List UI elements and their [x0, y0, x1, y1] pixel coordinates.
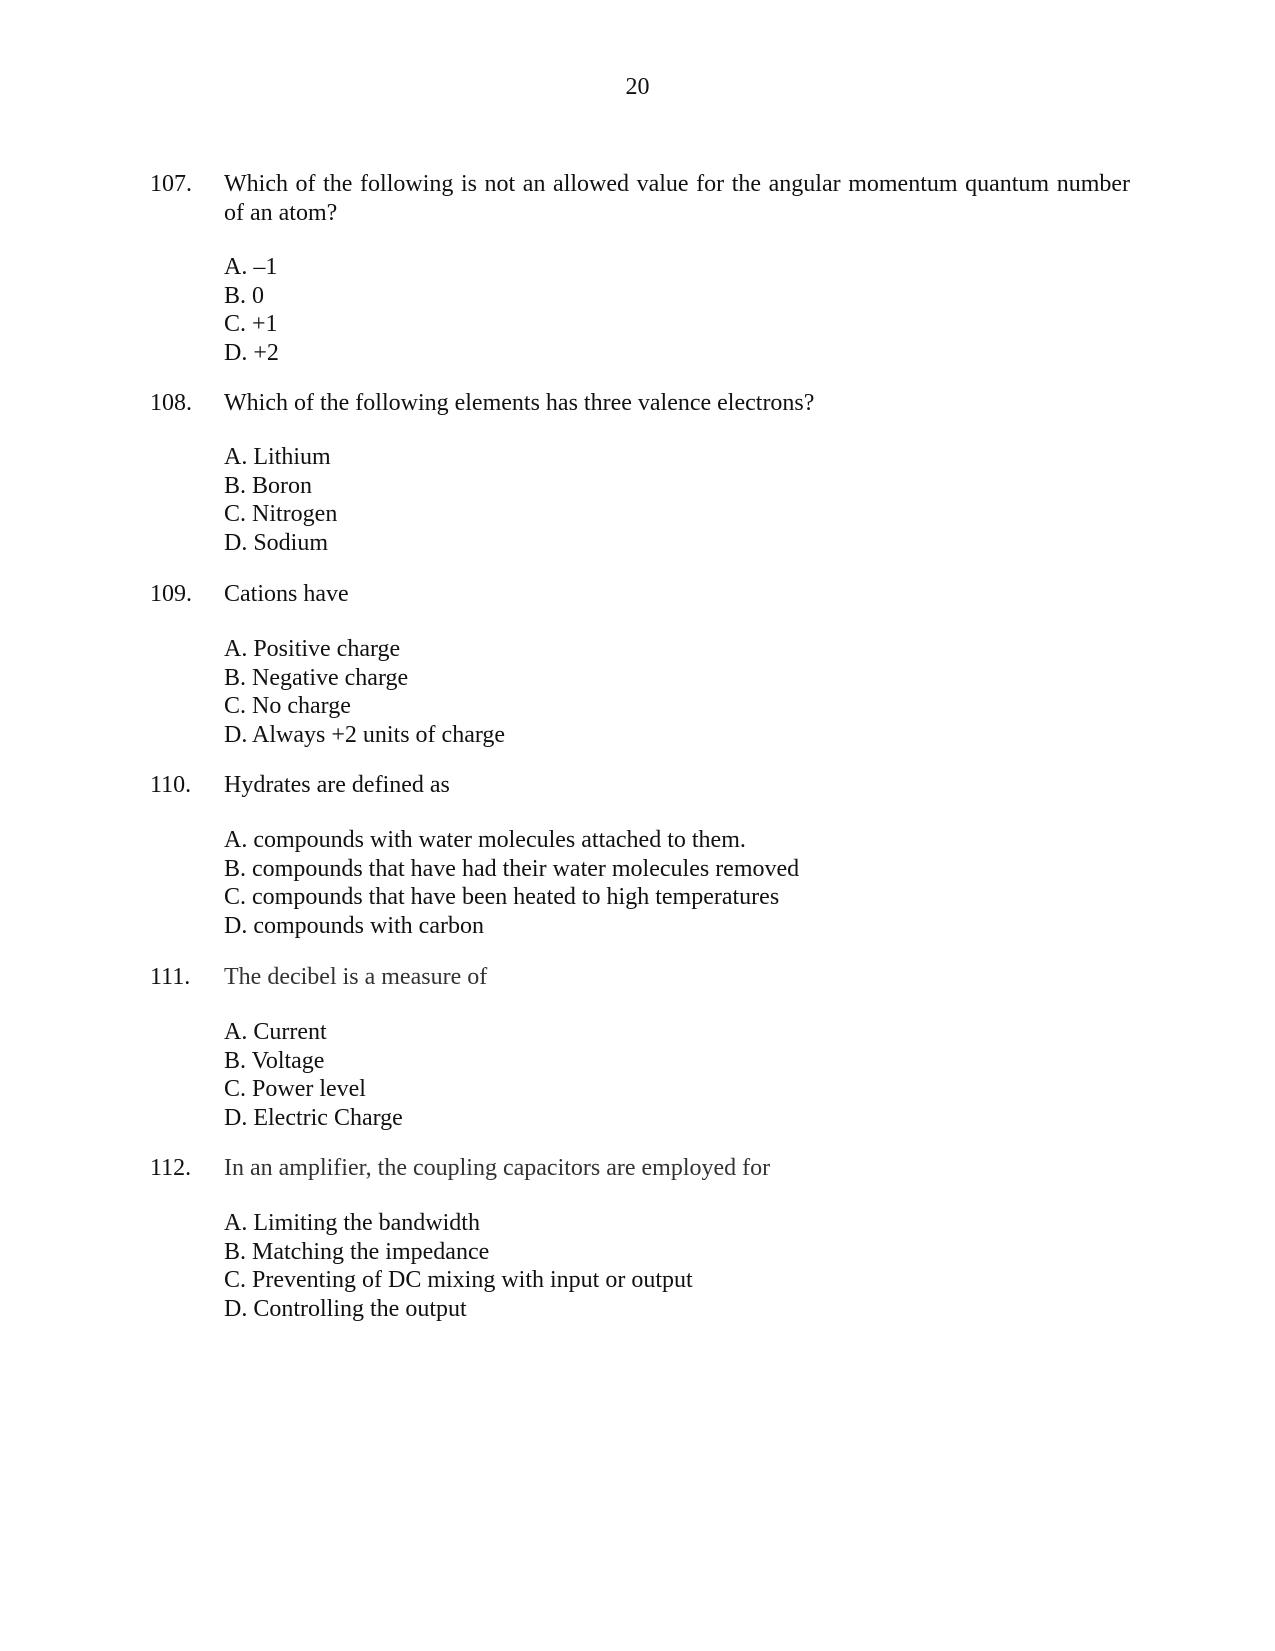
- option-c: C. Nitrogen: [224, 501, 338, 527]
- question-110: [150, 771, 1130, 964]
- question-111: [150, 963, 1130, 1156]
- option-b: B. Boron: [224, 472, 313, 499]
- answer-options: [224, 1209, 1130, 1323]
- question-text: Hydrates are defined as: [224, 772, 450, 798]
- question-number: 112.: [150, 1155, 192, 1181]
- option-b: B. Voltage: [224, 1047, 325, 1074]
- option-a: A. Lithium: [224, 444, 331, 470]
- option-c: C. Power level: [224, 1076, 366, 1102]
- option-d: D. Always +2 units of charge: [224, 721, 506, 748]
- question-text: In an amplifier, the coupling capacitors are employed for: [224, 1155, 771, 1181]
- option-b: B. 0: [224, 282, 265, 309]
- question-112: [150, 1154, 1130, 1347]
- question-number: 110.: [150, 772, 192, 798]
- question-text: Which of the following is not an allowed value for the angular momentum quantum number of an atom?: [224, 171, 1130, 226]
- question-text: Which of the following elements has three valence electrons?: [224, 390, 815, 416]
- question-text: The decibel is a measure of: [224, 964, 488, 990]
- option-a: A. Limiting the bandwidth: [224, 1210, 480, 1236]
- question-number: 109.: [150, 581, 192, 607]
- page-number: 20: [625, 74, 650, 100]
- question-text: Cations have: [224, 581, 349, 607]
- option-d: D. Controlling the output: [224, 1295, 467, 1322]
- option-d: D. +2: [224, 339, 279, 366]
- option-a: A. –1: [224, 254, 278, 280]
- option-b: B. Negative charge: [224, 664, 409, 691]
- option-a: A. compounds with water molecules attached to them.: [224, 827, 746, 853]
- option-d: D. Sodium: [224, 529, 329, 556]
- option-b: B. Matching the impedance: [224, 1238, 490, 1265]
- option-a: A. Current: [224, 1019, 327, 1045]
- answer-options: [224, 1018, 1130, 1132]
- answer-options: [224, 443, 1130, 557]
- option-c: C. No charge: [224, 693, 351, 719]
- option-c: C. compounds that have been heated to high temperatures: [224, 884, 780, 910]
- question-number: 108.: [150, 390, 192, 416]
- option-c: C. Preventing of DC mixing with input or output: [224, 1267, 693, 1293]
- option-d: D. compounds with carbon: [224, 912, 484, 939]
- option-a: A. Positive charge: [224, 636, 401, 662]
- option-d: D. Electric Charge: [224, 1104, 403, 1131]
- question-107: [150, 170, 1130, 391]
- answer-options: [224, 826, 1130, 940]
- question-109: [150, 580, 1130, 773]
- option-c: C. +1: [224, 311, 278, 337]
- question-108: [150, 389, 1130, 581]
- option-b: B. compounds that have had their water molecules removed: [224, 855, 800, 882]
- question-number: 111.: [150, 964, 191, 990]
- question-number: 107.: [150, 171, 192, 197]
- answer-options: [224, 635, 1130, 749]
- answer-options: [224, 253, 1130, 367]
